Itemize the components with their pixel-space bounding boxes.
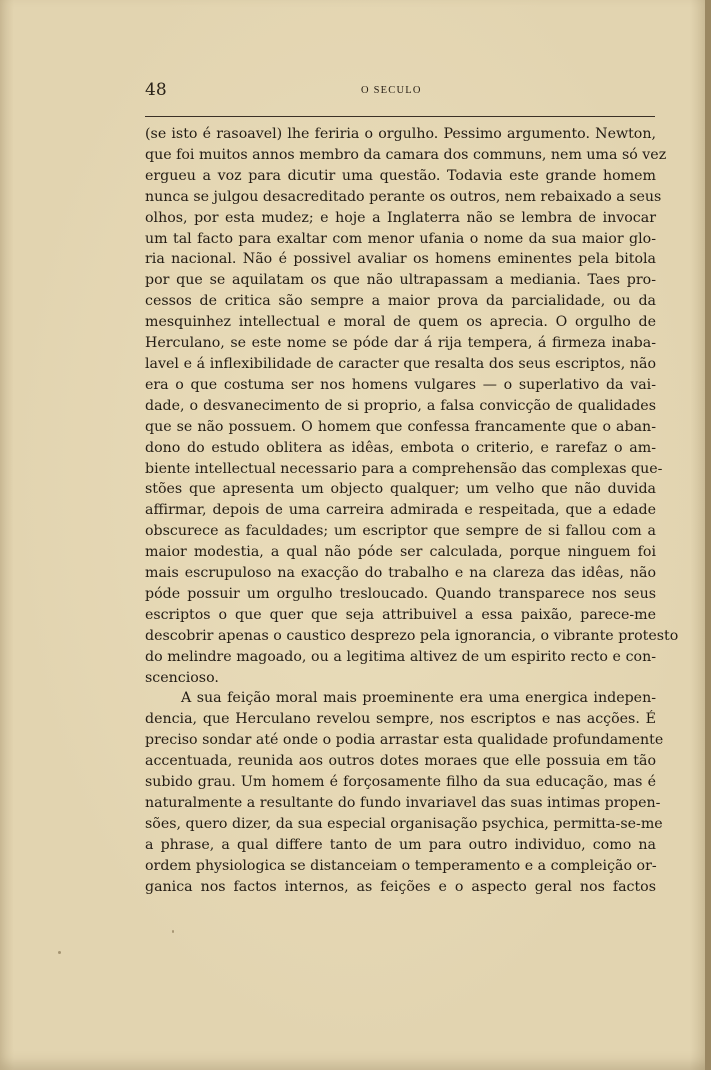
text-line: do melindre magoado, ou a legitima altivez de um espirito recto e con- <box>145 648 656 665</box>
text-line: nunca se julgou desacreditado perante os outros, nem rebaixado a seus <box>145 188 662 205</box>
text-line: escriptos o que quer que seja attribuivel a essa paixão, parece-me <box>145 606 656 623</box>
text-line: cessos de critica são sempre a maior prova da parcialidade, ou da <box>145 293 656 310</box>
text-line: maior modestia, a qual não póde ser calculada, porque ninguem foi <box>145 544 656 561</box>
text-line: lavel e á inflexibilidade de caracter que resalta dos seus escriptos, não <box>145 355 656 372</box>
text-line: olhos, por esta mudez; e hoje a Inglaterra não se lembra de invocar <box>145 209 656 226</box>
body-text <box>145 124 679 898</box>
text-line: A sua feição moral mais proeminente era uma energica indepen- <box>181 690 656 707</box>
text-line: naturalmente a resultante do fundo invariavel das suas intimas propen- <box>145 795 661 811</box>
text-line: Herculano, se este nome se póde dar á rija tempera, á firmeza inaba- <box>145 335 656 352</box>
text-line: ria nacional. Não é possivel avaliar os homens eminentes pela bitola <box>145 251 656 268</box>
text-line: a phrase, a qual differe tanto de um para outro individuo, como na <box>145 836 656 853</box>
text-line: stões que apresenta um objecto qualquer; um velho que não duvida <box>145 481 656 498</box>
text-line: descobrir apenas o caustico desprezo pela ignorancia, o vibrante protesto <box>145 627 679 644</box>
page-header <box>145 80 655 100</box>
text-line: biente intellectual necessario para a comprehensão das complexas que- <box>145 460 663 477</box>
paragraph <box>145 688 664 897</box>
text-line: póde possuir um orgulho tresloucado. Quando transparece nos seus <box>145 585 656 602</box>
text-line: dade, o desvanecimento de si proprio, a falsa convicção de qualidades <box>145 397 656 414</box>
text-line: que foi muitos annos membro da camara dos communs, nem uma só vez <box>145 146 667 163</box>
text-line: ordem physiologica se distanceiam o temperamento e a compleição or- <box>145 857 657 874</box>
header-rule <box>145 116 655 117</box>
text-line: ergueu a voz para dicutir uma questão. Todavia este grande homem <box>145 167 656 184</box>
text-line: (se isto é rasoavel) lhe feriria o orgulho. Pessimo argumento. Newton, <box>145 126 656 142</box>
text-line: dono do estudo oblitera as idêas, embota o criterio, e rarefaz o am- <box>145 439 656 456</box>
text-line: subido grau. Um homem é forçosamente filho da sua educação, mas é <box>145 774 656 791</box>
text-line: dencia, que Herculano revelou sempre, nos escriptos e nas acções. É <box>145 711 656 728</box>
text-line: ganica nos factos internos, as feições e o aspecto geral nos factos <box>145 878 656 895</box>
ink-spot <box>58 951 61 954</box>
text-line: accentuada, reunida aos outros dotes moraes que elle possuia em tão <box>145 753 656 770</box>
text-line: mesquinhez intellectual e moral de quem os aprecia. O orgulho de <box>145 314 656 331</box>
running-title: O SECULO <box>361 85 422 96</box>
text-line: preciso sondar até onde o podia arrastar esta qualidade profundamente <box>145 732 664 749</box>
text-line: era o que costuma ser nos homens vulgares — o superlativo da vai- <box>145 376 656 393</box>
page-number: 48 <box>145 80 167 100</box>
page-edge <box>705 0 711 1070</box>
text-line: que se não possuem. O homem que confessa francamente que o aban- <box>145 418 656 435</box>
text-line: um tal facto para exaltar com menor ufania o nome da sua maior glo- <box>145 230 656 247</box>
text-line: sões, quero dizer, da sua especial organisação psychica, permitta-se-me <box>145 815 663 832</box>
ink-spot <box>172 930 174 933</box>
text-line: por que se aquilatam os que não ultrapassam a mediania. Taes pro- <box>145 272 656 289</box>
text-line: affirmar, depois de uma carreira admirada e respeitada, que a edade <box>145 502 656 519</box>
paragraph <box>145 124 679 688</box>
text-line: scencioso. <box>145 669 219 686</box>
text-line: mais escrupuloso na exacção do trabalho e na clareza das idêas, não <box>145 565 656 582</box>
text-line: obscurece as faculdades; um escriptor que sempre de si fallou com a <box>145 523 656 540</box>
